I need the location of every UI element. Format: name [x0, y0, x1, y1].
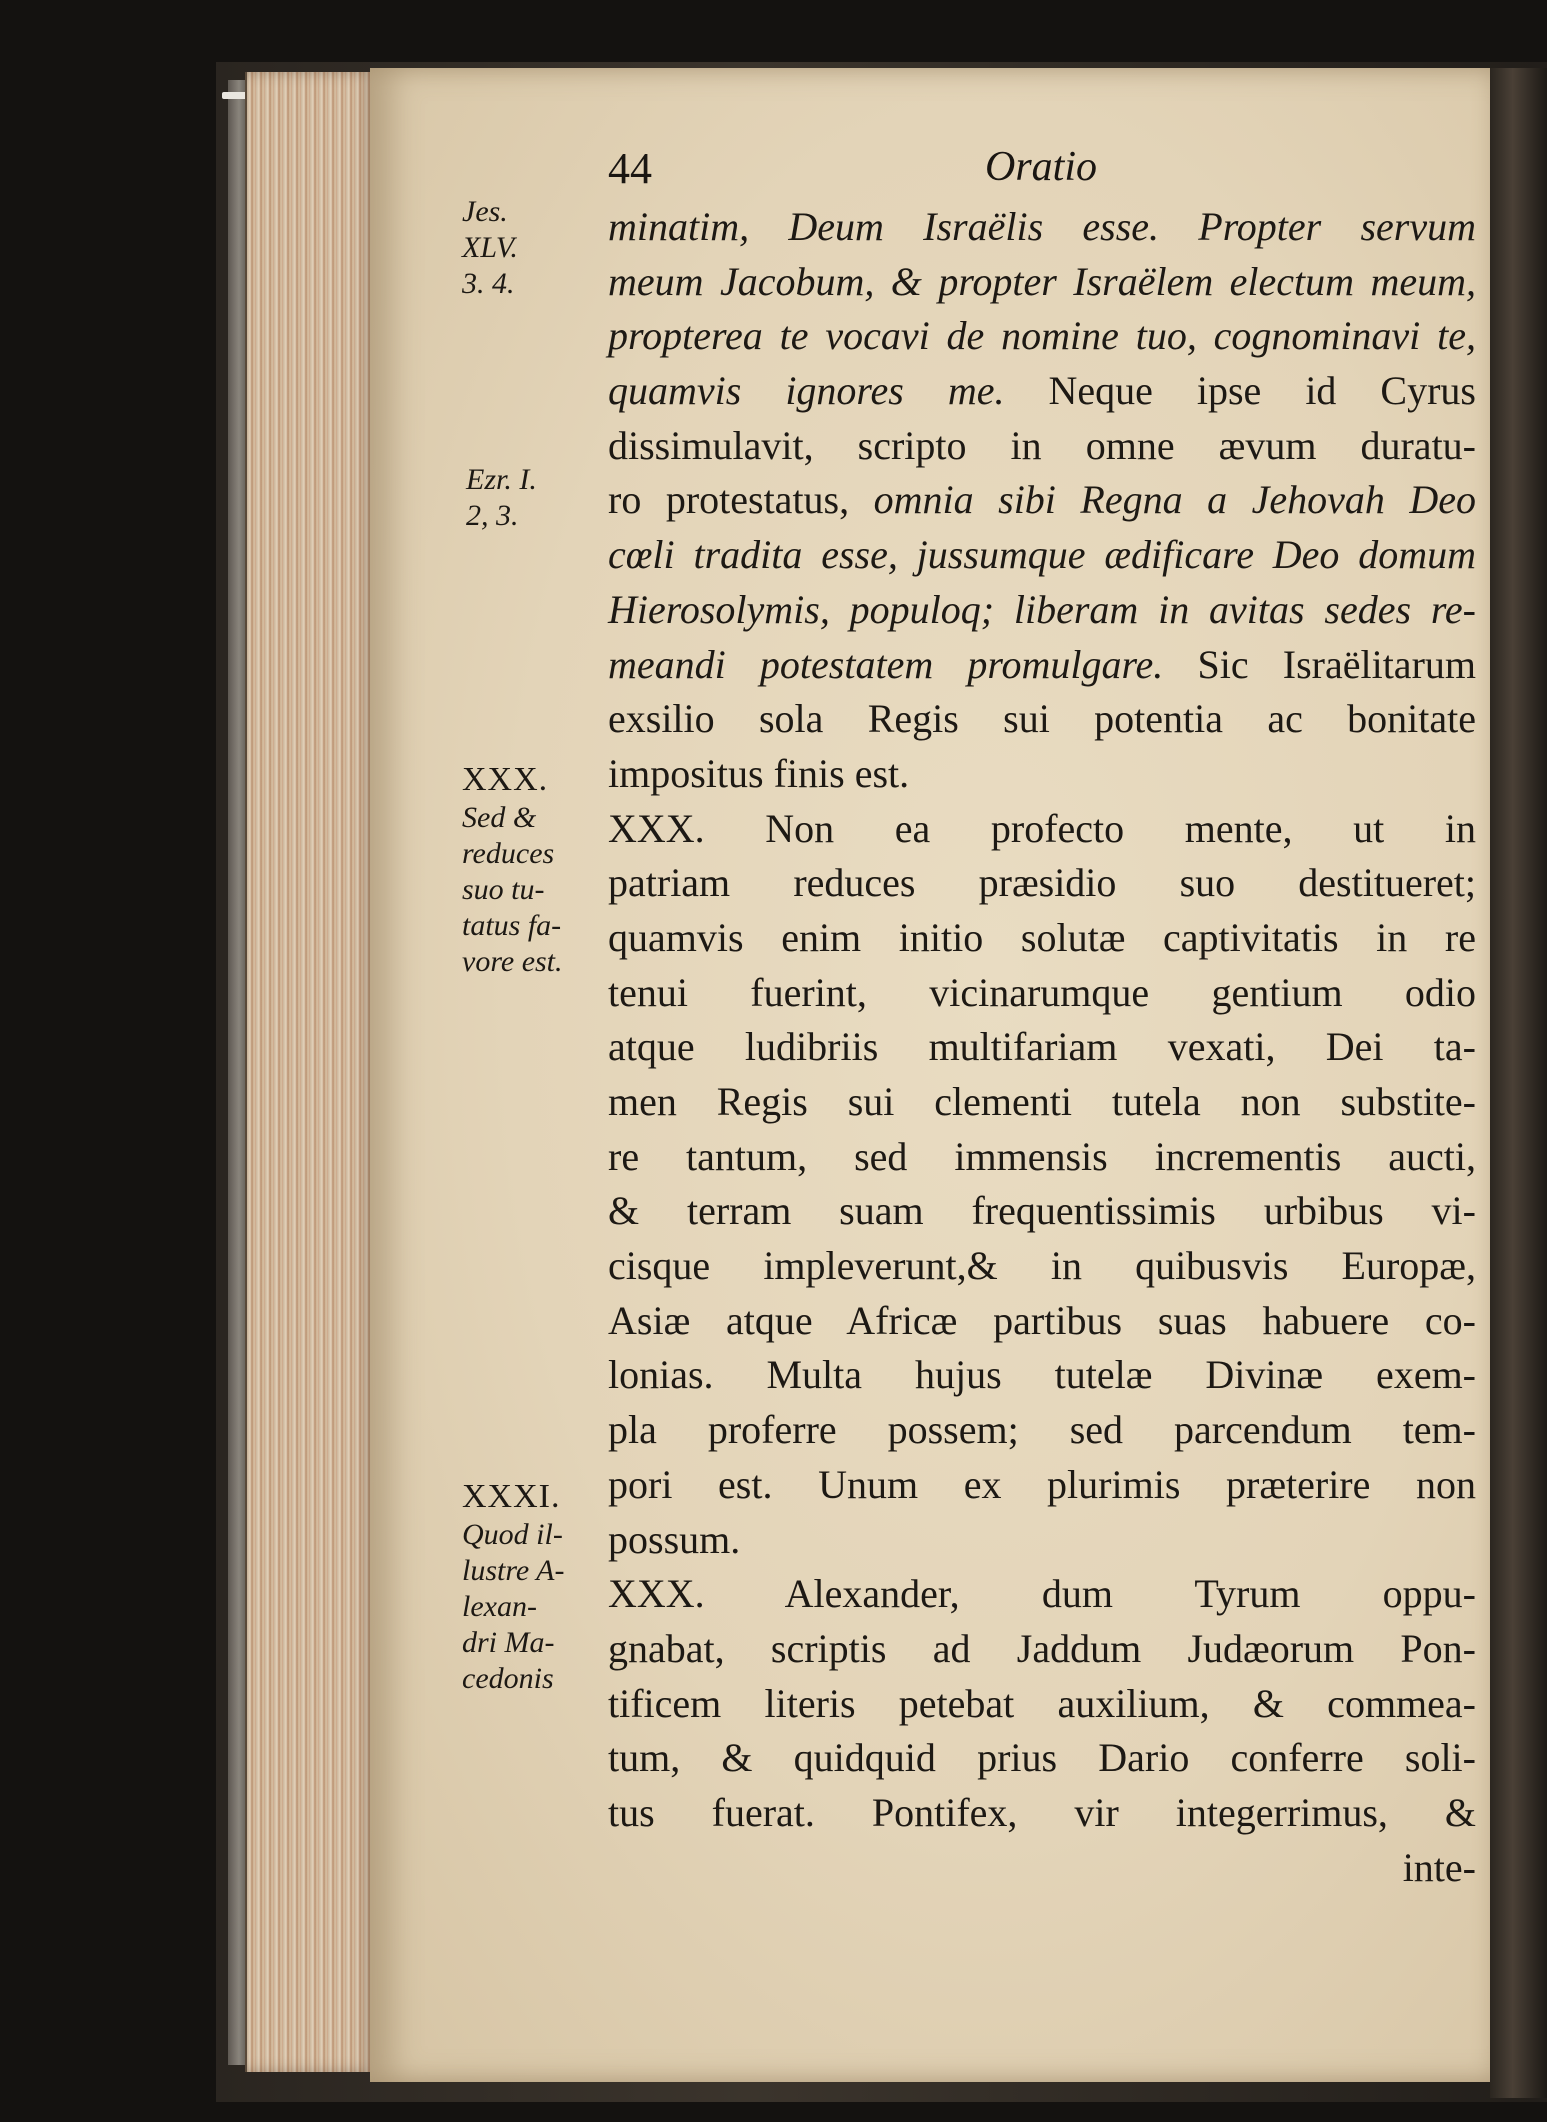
italic-text-segment: meandi potestatem promulgare. [608, 641, 1164, 687]
italic-text-segment: meum Jacobum, & propter Israëlem electum meum, [608, 258, 1476, 304]
margin-note-line: 2, 3. [466, 499, 519, 532]
margin-note-line: dri Ma- [462, 1626, 555, 1659]
roman-text-segment: gnabat, scriptis ad Jaddum Judæorum Pon- [608, 1625, 1476, 1671]
text-line [608, 1513, 1476, 1568]
roman-text-segment: tus fuerat. Pontifex, vir integerrimus, & [608, 1789, 1476, 1835]
margin-note-line: 3. 4. [462, 267, 515, 300]
margin-note-line: Quod il- [462, 1518, 563, 1551]
roman-text-segment: pla proferre possem; sed parcendum tem- [608, 1407, 1476, 1453]
roman-text-segment: impositus finis est. [608, 750, 910, 796]
page-number: 44 [608, 144, 652, 193]
roman-text-segment: inte- [1402, 1844, 1476, 1890]
roman-text-segment: Neque ipse id Cyrus [1004, 368, 1476, 414]
text-line [608, 1677, 1476, 1732]
roman-text-segment: cisque impleverunt,& in quibusvis Europæ, [608, 1243, 1476, 1289]
margin-note-line: Jes. [462, 195, 508, 228]
text-line [608, 1567, 1476, 1622]
italic-text-segment: propterea te vocavi de nomine tuo, cognominavi te, [608, 313, 1476, 359]
margin-note-quod-illustre [462, 1517, 565, 1697]
text-line [608, 1786, 1476, 1841]
text-line [608, 583, 1476, 638]
text-line [608, 364, 1476, 419]
margin-note-sed-reduces [462, 800, 563, 980]
text-line [608, 1731, 1476, 1786]
margin-note-line: reduces [462, 837, 555, 870]
roman-text-segment: exsilio sola Regis sui potentia ac bonitate [608, 696, 1476, 742]
italic-text-segment: Hierosolymis, populoq; liberam in avitas sedes re- [608, 586, 1476, 632]
italic-text-segment: cœli tradita esse, jussumque ædificare Deo domum [608, 532, 1476, 578]
text-line [608, 1622, 1476, 1677]
roman-text-segment: lonias. Multa hujus tutelæ Divinæ exem- [608, 1352, 1476, 1398]
roman-text-segment: & terram suam frequentissimis urbibus vi- [608, 1188, 1476, 1234]
roman-text-segment: pori est. Unum ex plurimis præterire non [608, 1461, 1476, 1507]
text-line [608, 1075, 1476, 1130]
margin-note-ezr [466, 462, 537, 534]
margin-note-jes [462, 194, 518, 302]
roman-text-segment: tenui fuerint, vicinarumque gentium odio [608, 969, 1476, 1015]
margin-note-line: tatus fa- [462, 909, 562, 942]
text-line [608, 1130, 1476, 1185]
margin-note-section-xxxi [462, 1479, 560, 1515]
roman-text-segment: XXX. Alexander, dum Tyrum oppu- [608, 1571, 1476, 1617]
text-line [608, 802, 1476, 857]
roman-text-segment: men Regis sui clementi tutela non substite- [608, 1079, 1476, 1124]
roman-text-segment: atque ludibriis multifariam vexati, Dei ta- [608, 1024, 1476, 1070]
text-line [608, 419, 1476, 474]
page-edges [245, 72, 377, 2072]
text-line [608, 747, 1476, 802]
margin-note-line: Ezr. I. [466, 463, 537, 496]
roman-text-segment: Asiæ atque Africæ partibus suas habuere co- [608, 1297, 1476, 1343]
text-line [608, 911, 1476, 966]
text-line [608, 638, 1476, 693]
margin-note-line: Sed & [462, 801, 537, 834]
page-gutter-shadow [1490, 68, 1547, 2098]
text-line [608, 255, 1476, 310]
italic-text-segment: omnia sibi Regna a Jehovah Deo [873, 477, 1476, 523]
text-line [608, 966, 1476, 1021]
margin-note-line: XXXI. [462, 1478, 561, 1515]
margin-note-line: lexan- [462, 1590, 537, 1623]
main-text-block [608, 200, 1476, 1895]
margin-note-line: XLV. [462, 231, 518, 264]
margin-note-line: XXX. [462, 761, 549, 798]
text-line [608, 1403, 1476, 1458]
roman-text-segment: patriam reduces præsidio suo destitueret; [608, 860, 1476, 906]
text-line [608, 309, 1476, 364]
roman-text-segment: XXX. Non ea profecto mente, ut in [608, 805, 1476, 851]
roman-text-segment: tum, & quidquid prius Dario conferre soli- [608, 1735, 1476, 1781]
text-line [608, 1294, 1476, 1349]
text-line [608, 1348, 1476, 1403]
roman-text-segment: tificem literis petebat auxilium, & commea- [608, 1680, 1476, 1726]
roman-text-segment: dissimulavit, scripto in omne ævum duratu- [608, 422, 1476, 468]
roman-text-segment: ro protestatus, [608, 477, 874, 523]
roman-text-segment: possum. [608, 1516, 741, 1562]
margin-note-line: vore est. [462, 945, 563, 978]
margin-note-line: lustre A- [462, 1554, 565, 1587]
roman-text-segment: quamvis enim initio solutæ captivitatis in re [608, 914, 1476, 960]
text-line [608, 200, 1476, 255]
text-line [608, 1841, 1476, 1896]
text-line [608, 856, 1476, 911]
text-line [608, 528, 1476, 583]
margin-note-line: suo tu- [462, 873, 545, 906]
text-line [608, 1458, 1476, 1513]
text-line [608, 1239, 1476, 1294]
text-line [608, 1184, 1476, 1239]
margin-note-line: cedonis [462, 1662, 554, 1695]
running-title: Oratio [985, 144, 1098, 190]
text-line [608, 692, 1476, 747]
text-line [608, 1020, 1476, 1075]
text-line [608, 473, 1476, 528]
roman-text-segment: Sic Israëlitarum [1163, 641, 1476, 687]
margin-note-section-xxx [462, 762, 548, 798]
roman-text-segment: re tantum, sed immensis incrementis aucti, [608, 1133, 1476, 1179]
italic-text-segment: minatim, Deum Israëlis esse. Propter servum [608, 204, 1476, 249]
italic-text-segment: quamvis ignores me. [608, 368, 1005, 414]
